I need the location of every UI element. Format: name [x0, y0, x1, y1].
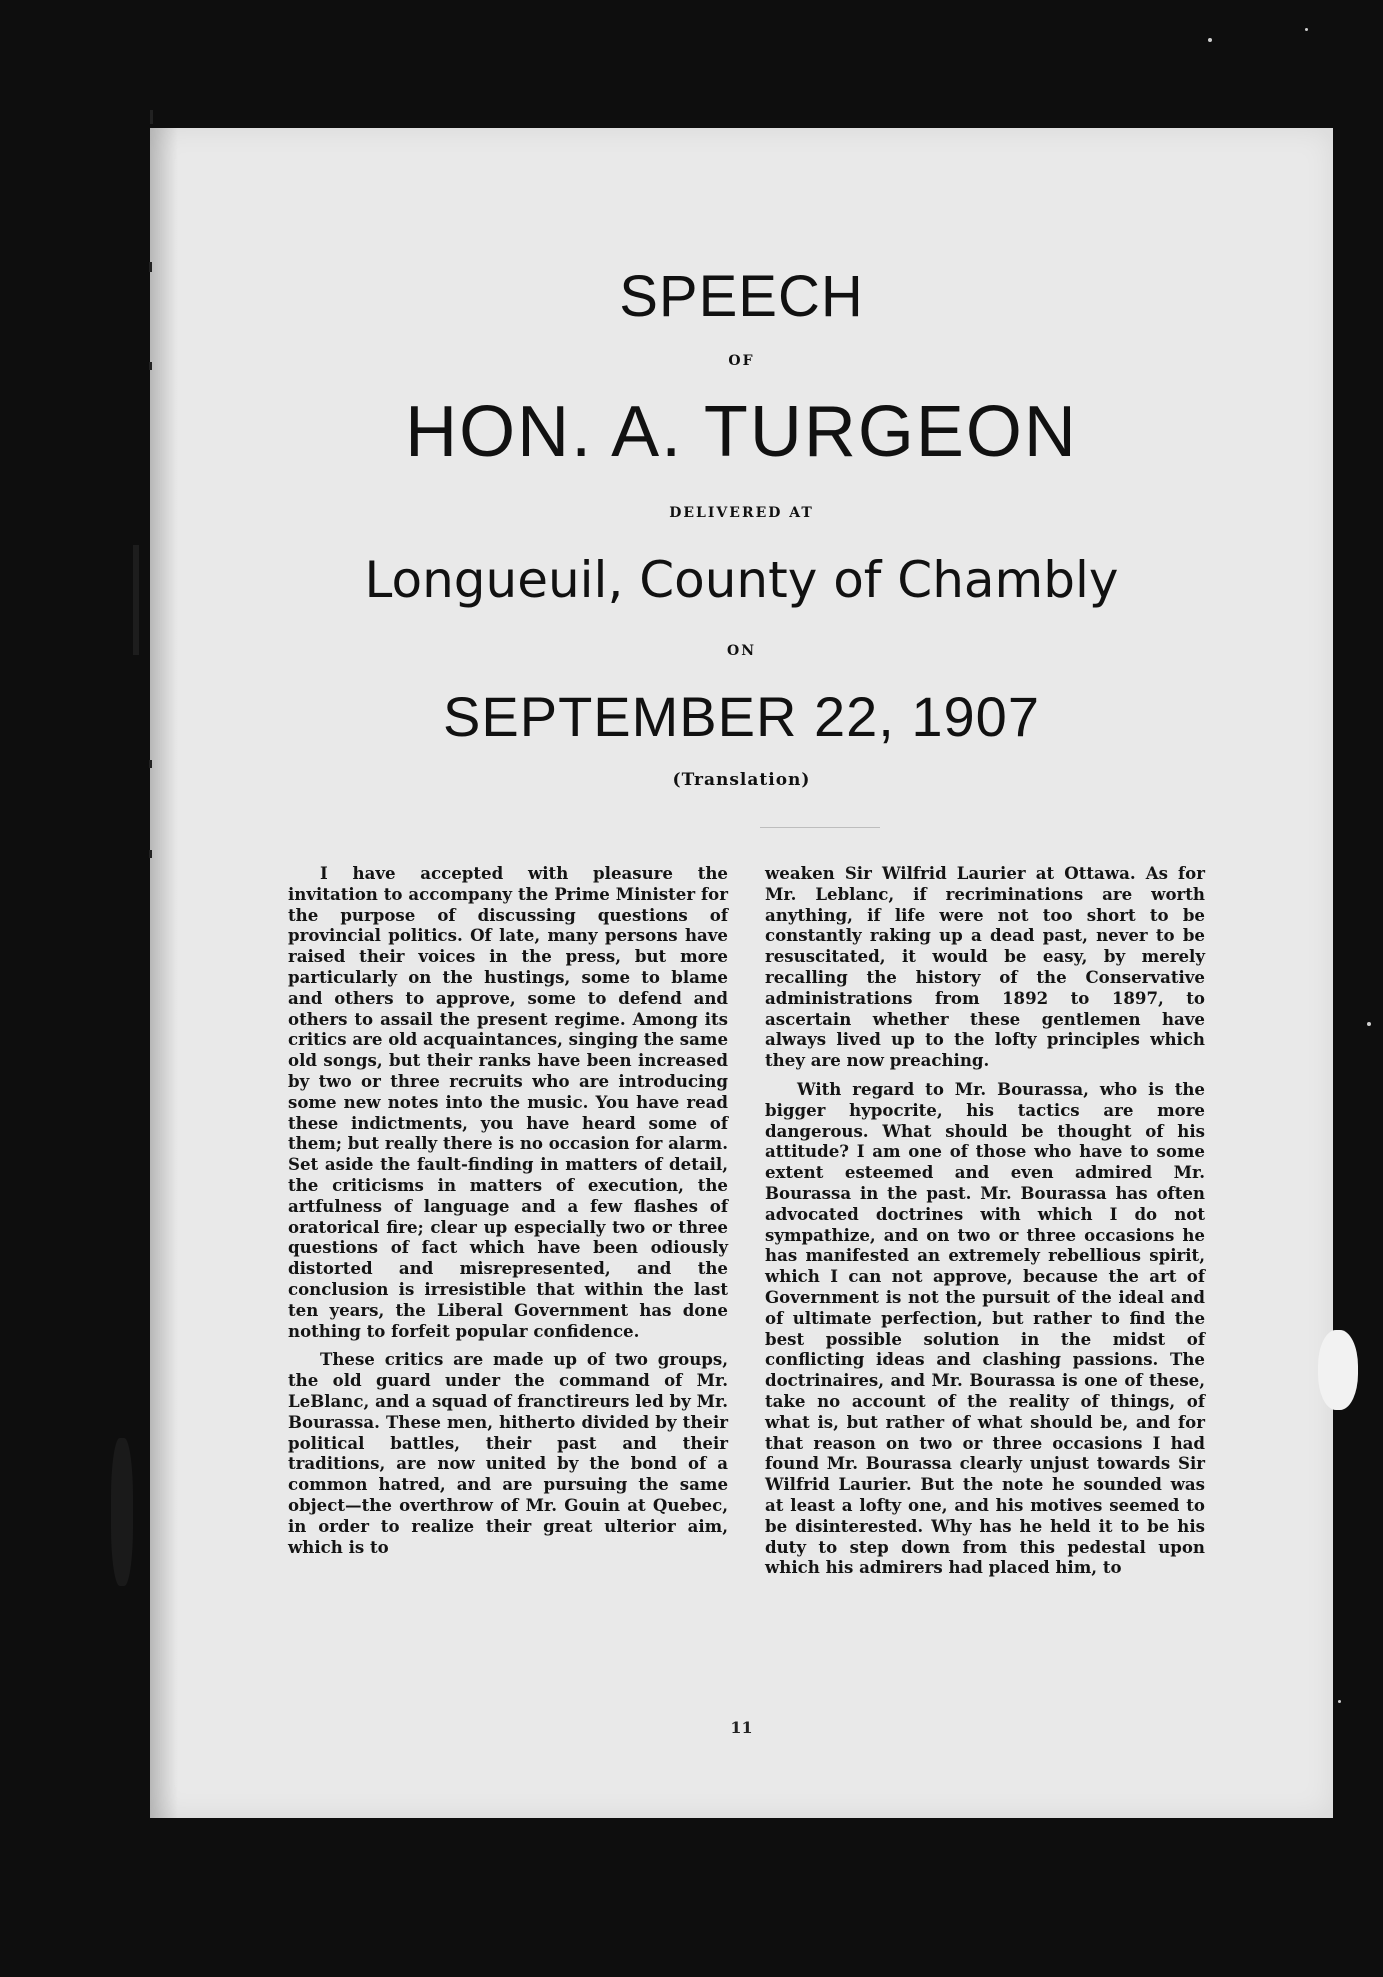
- title-on: ON: [727, 643, 756, 659]
- paragraph: These critics are made up of two groups, the old guard under the command of Mr. LeBlanc, and a squad of franctireurs led by Mr. Bourassa. These men, hitherto divided by their political battles, their past and their traditions, are now united by the bond of a common hatred, and are pursuing the same object—the overthrow of Mr. Gouin at Quebec, in order to realize their great ulterior aim, which is to: [288, 1349, 728, 1557]
- paragraph: I have accepted with pleasure the invitation to accompany the Prime Minister for the purpose of discussing questions of provincial politics. Of late, many persons have raised their voices in the press, but more particularly on the hustings, some to blame and others to approve, some to defend and others to assail the present regime. Among its critics are old acquaintances, singing the same old songs, but their ranks have been increased by two or three recruits who are introducing some new notes into the music. You have read these indictments, you have heard some of them; but really there is no occasion for alarm. Set aside the fault-finding in matters of detail, the criticisms in matters of execution, the artfulness of language and a few flashes of oratorical fire; clear up especially two or three questions of fact which have been odiously distorted and misrepresented, and the conclusion is irresistible that within the last ten years, the Liberal Government has done nothing to forfeit popular confidence.: [288, 863, 728, 1341]
- scan-speck: [1367, 1022, 1371, 1026]
- binding-mark: [149, 362, 152, 370]
- title-delivered-at: DELIVERED AT: [669, 505, 814, 521]
- divider-rule: [760, 827, 880, 828]
- page-number: 11: [730, 1718, 753, 1737]
- title-speaker-name: HON. A. TURGEON: [405, 392, 1078, 472]
- paragraph: With regard to Mr. Bourassa, who is the bigger hypocrite, his tactics are more dangerous. What should be thought of his attitude? I am one of those who have to some extent esteemed and even admired Mr. Bourassa in the past. Mr. Bourassa has often advocated doctrines with which I do not sympathize, and on two or three occasions he has manifested an extremely rebellious spirit, which I can not approve, because the art of Government is not the pursuit of the ideal and of ultimate perfection, but rather to find the best possible solution in the midst of conflicting ideas and clashing passions. The doctrinaires, and Mr. Bourassa is one of these, take no account of the reality of things, of what is, but rather of what should be, and for that reason on two or three occasions I had found Mr. Bourassa clearly unjust towards Sir Wilfrid Laurier. But the note he sounded was at least a lofty one, and his motives seemed to be disinterested. Why has he held it to be his duty to step down from this pedestal upon which his admirers had placed him, to: [765, 1078, 1205, 1578]
- binding-mark: [149, 760, 152, 768]
- title-place: Longueuil, County of Chambly: [364, 551, 1119, 609]
- scan-speck: [1338, 1700, 1341, 1703]
- document-page: [150, 128, 1333, 1818]
- page-shadow: [150, 128, 178, 1818]
- binding-mark: [149, 850, 152, 858]
- title-of: OF: [728, 353, 755, 369]
- scan-speck: [1305, 28, 1308, 31]
- binding-mark: [150, 110, 153, 124]
- ink-blot: [111, 1438, 133, 1586]
- scan-speck: [1208, 38, 1212, 42]
- binding-mark: [149, 262, 152, 272]
- paper-tear: [1318, 1330, 1358, 1410]
- title-speech: SPEECH: [619, 264, 864, 329]
- title-date: SEPTEMBER 22, 1907: [443, 685, 1040, 748]
- body-column-left: [288, 863, 728, 1565]
- paragraph: weaken Sir Wilfrid Laurier at Ottawa. As for Mr. Leblanc, if recriminations are worth anything, if life were not too short to be constantly raking up a dead past, never to be resuscitated, it would be easy, by merely recalling the history of the Conservative administrations from 1892 to 1897, to ascertain whether these gentlemen have always lived up to the lofty principles which they are now preaching.: [765, 863, 1205, 1071]
- binding-mark: [133, 545, 139, 655]
- title-translation-note: (Translation): [672, 770, 811, 790]
- body-column-right: [765, 863, 1205, 1586]
